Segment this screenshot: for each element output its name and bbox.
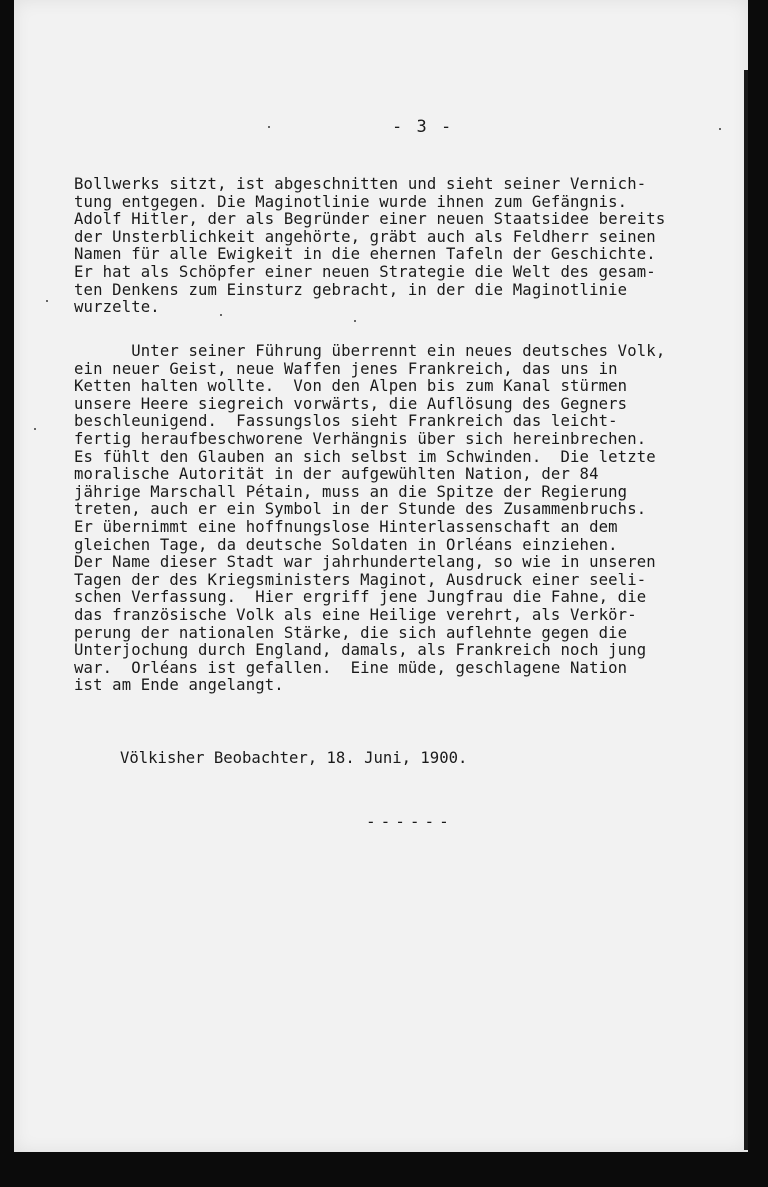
text-line: fertig heraufbeschworene Verhängnis über sich hereinbrechen. [74,429,647,448]
text-line: Ketten halten wollte. Von den Alpen bis zum Kanal stürmen [74,377,628,396]
text-line: treten, auch er ein Symbol in der Stunde des Zusammenbruchs. [74,500,647,519]
text-line: Namen für alle Ewigkeit in die ehernen Tafeln der Geschichte. [74,245,656,264]
text-line: der Unsterblichkeit angehörte, gräbt auch als Feldherr seinen [74,227,656,246]
scan-speck [268,126,270,128]
scan-speck [220,314,222,316]
text-line: schen Verfassung. Hier ergriff jene Jungfrau die Fahne, die [74,588,647,607]
scan-speck [46,300,48,302]
text-line: jährige Marschall Pétain, muss an die Spitze der Regierung [74,482,628,501]
text-line: das französische Volk als eine Heilige verehrt, als Verkör- [74,605,637,624]
scan-speck [354,320,356,322]
text-line: Unter seiner Führung überrennt ein neues deutsches Volk, [74,342,666,360]
text-line: ten Denkens zum Einsturz gebracht, in der die Maginotlinie [74,280,628,299]
text-line: ein neuer Geist, neue Waffen jenes Frankreich, das uns in [74,359,618,378]
text-line: Unterjochung durch England, damals, als Frankreich noch jung [74,641,647,660]
document-page [14,0,748,1152]
text-line: Adolf Hitler, der als Begründer einer neuen Staatsidee bereits [74,210,666,229]
paragraph-2 [74,343,764,695]
text-line: ist am Ende angelangt. [74,676,284,695]
text-line: perung der nationalen Stärke, die sich auflehnte gegen die [74,623,628,642]
end-mark: ------ [366,812,454,831]
source-citation: Völkisher Beobachter, 18. Juni, 1900. [120,749,468,767]
text-line: moralische Autorität in der aufgewühlten Nation, der 84 [74,465,599,484]
text-line: unsere Heere siegreich vorwärts, die Auflösung des Gegners [74,394,628,413]
text-line: Er übernimmt eine hoffnungslose Hinterlassenschaft an dem [74,517,618,536]
text-line: tung entgegen. Die Maginotlinie wurde ihnen zum Gefängnis. [74,192,628,211]
text-line: Er hat als Schöpfer einer neuen Strategie die Welt des gesam- [74,262,656,281]
text-line: wurzelte. [74,298,160,317]
scan-speck [719,128,721,130]
paragraph-1 [74,176,764,317]
text-line: gleichen Tage, da deutsche Soldaten in Orléans einziehen. [74,535,618,554]
page-number: - 3 - [392,117,454,137]
text-line: Bollwerks sitzt, ist abgeschnitten und sieht seiner Vernich- [74,175,647,193]
text-line: Es fühlt den Glauben an sich selbst im Schwinden. Die letzte [74,447,656,466]
text-line: beschleunigend. Fassungslos sieht Frankreich das leicht- [74,412,618,431]
text-line: Tagen der des Kriegsministers Maginot, Ausdruck einer seeli- [74,570,647,589]
page-edge-shadow [744,70,748,1150]
scan-speck [34,428,36,430]
text-line: Der Name dieser Stadt war jahrhundertelang, so wie in unseren [74,553,656,572]
text-line: war. Orléans ist gefallen. Eine müde, geschlagene Nation [74,658,628,677]
